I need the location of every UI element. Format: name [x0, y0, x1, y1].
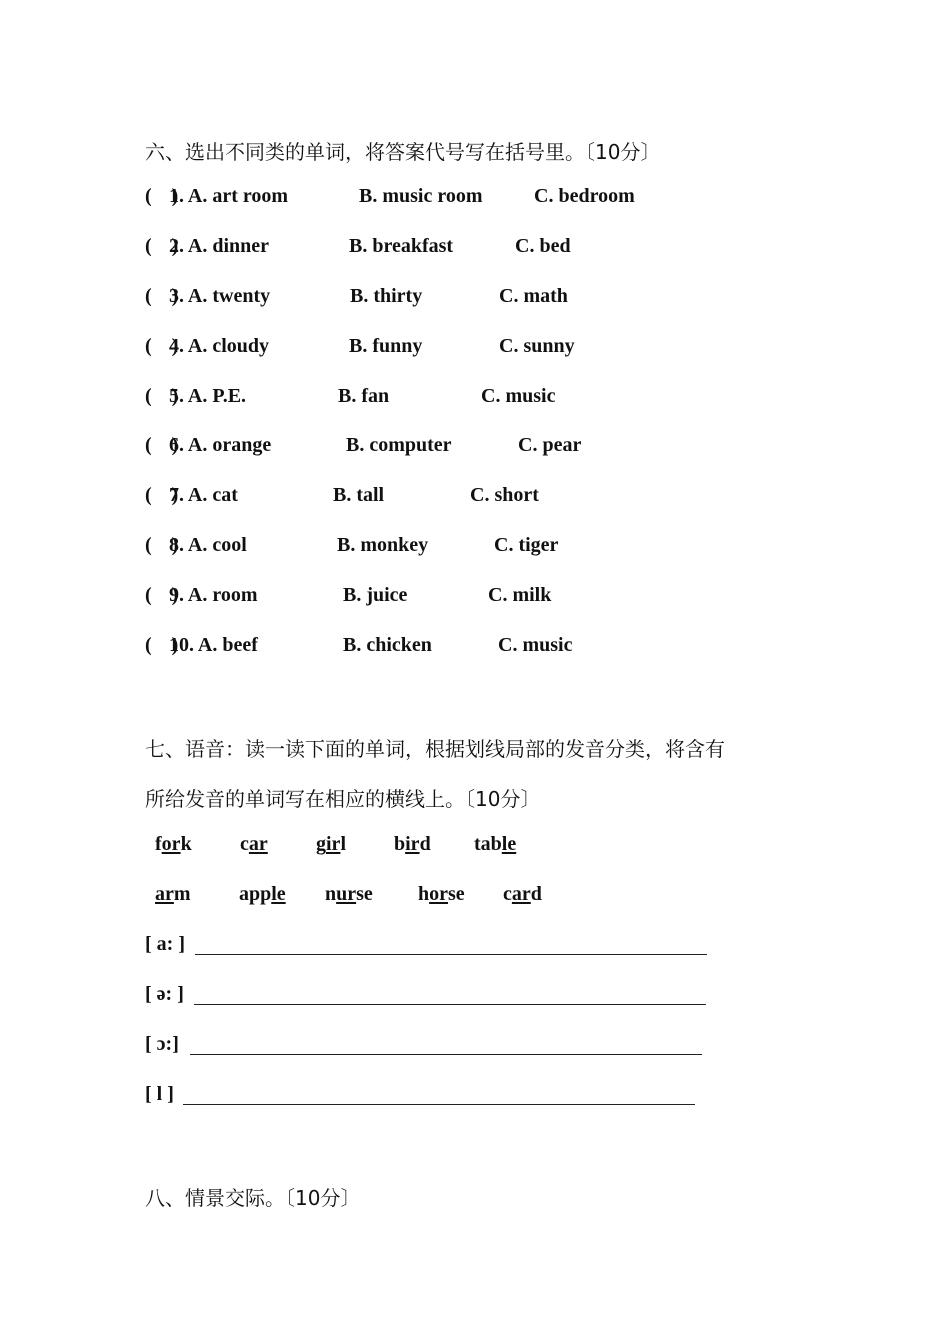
section7-title-line2: 所给发音的单词写在相应的横线上。〔10分〕 [145, 787, 541, 811]
word-prefix: app [239, 883, 272, 905]
option-a: 3. A. twenty [169, 285, 271, 307]
underlined-sound: or [161, 833, 181, 855]
phonetic-label: [ ə: ] [145, 983, 184, 1005]
option-b: B. computer [346, 434, 452, 456]
phonics-word [418, 883, 465, 906]
underlined-sound: ir [405, 833, 420, 855]
answer-line[interactable] [190, 1054, 702, 1055]
word-prefix: h [418, 883, 430, 905]
word-prefix: tab [474, 833, 502, 855]
option-c: C. short [470, 484, 539, 506]
option-c: C. math [499, 285, 568, 307]
section7-title-line1: 七、语音：读一读下面的单词，根据划线局部的发音分类，将含有 [145, 737, 725, 761]
word-suffix: se [356, 883, 373, 905]
option-a: 1. A. art room [169, 185, 289, 207]
option-c: C. sunny [499, 335, 575, 357]
phonics-word [316, 833, 346, 856]
underlined-sound: ur [336, 883, 357, 905]
answer-bracket[interactable]: ( ) [145, 235, 179, 257]
underlined-sound: le [271, 883, 286, 905]
option-c: C. bedroom [534, 185, 635, 207]
option-b: B. juice [343, 584, 408, 606]
answer-bracket[interactable]: ( ) [145, 584, 179, 606]
answer-bracket[interactable]: ( ) [145, 385, 179, 407]
option-b: B. thirty [350, 285, 423, 307]
option-a: 8. A. cool [169, 534, 247, 556]
option-b: B. fan [338, 385, 390, 407]
option-b: B. chicken [343, 634, 432, 656]
option-c: C. milk [488, 584, 552, 606]
underlined-sound: ar [248, 833, 268, 855]
option-c: C. pear [518, 434, 582, 456]
word-suffix: l [340, 833, 346, 855]
question-row [145, 235, 845, 265]
question-row [145, 584, 845, 614]
answer-bracket[interactable]: ( ) [145, 185, 179, 207]
answer-bracket[interactable]: ( ) [145, 434, 179, 456]
answer-line[interactable] [195, 954, 707, 955]
phonics-word [240, 833, 268, 856]
phonetic-label: [ l ] [145, 1083, 174, 1105]
option-c: C. music [498, 634, 573, 656]
underlined-sound: le [501, 833, 517, 855]
option-b: B. funny [349, 335, 423, 357]
word-prefix: c [503, 883, 512, 905]
underlined-sound: ar [511, 883, 531, 905]
option-a: 4. A. cloudy [169, 335, 270, 357]
option-a: 10. A. beef [169, 634, 258, 656]
option-a: 2. A. dinner [169, 235, 270, 257]
option-b: B. music room [359, 185, 483, 207]
word-suffix: m [173, 883, 191, 905]
answer-bracket[interactable]: ( ) [145, 534, 179, 556]
option-a: 5. A. P.E. [169, 385, 247, 407]
question-row [145, 185, 845, 215]
section8-title: 八、情景交际。〔10分〕 [145, 1186, 361, 1210]
question-row [145, 484, 845, 514]
question-row [145, 335, 845, 365]
answer-line[interactable] [183, 1104, 695, 1105]
question-row [145, 285, 845, 315]
word-prefix: c [240, 833, 249, 855]
word-prefix: f [155, 833, 162, 855]
question-row [145, 634, 845, 664]
underlined-sound: ir [326, 833, 341, 855]
question-row [145, 385, 845, 415]
word-prefix: b [394, 833, 406, 855]
word-suffix: d [530, 883, 542, 905]
phonics-word [239, 883, 286, 906]
phonetic-label: [ ɔ:] [145, 1033, 179, 1055]
option-a: 7. A. cat [169, 484, 238, 506]
phonics-word [503, 883, 542, 906]
word-prefix: g [316, 833, 326, 855]
option-a: 9. A. room [169, 584, 258, 606]
phonics-word [474, 833, 516, 856]
underlined-sound: ar [155, 883, 174, 905]
word-prefix: n [325, 883, 337, 905]
question-row [145, 434, 845, 464]
answer-line[interactable] [194, 1004, 706, 1005]
answer-bracket[interactable]: ( ) [145, 634, 179, 656]
question-row [145, 534, 845, 564]
option-b: B. monkey [337, 534, 429, 556]
underlined-sound: or [429, 883, 449, 905]
phonics-word [155, 883, 191, 906]
option-b: B. tall [333, 484, 385, 506]
word-suffix: k [180, 833, 192, 855]
option-c: C. tiger [494, 534, 559, 556]
answer-bracket[interactable]: ( ) [145, 285, 179, 307]
word-suffix: d [419, 833, 431, 855]
option-c: C. music [481, 385, 556, 407]
phonetic-label: [ a: ] [145, 933, 185, 955]
option-a: 6. A. orange [169, 434, 272, 456]
phonics-word [155, 833, 192, 856]
section6-title: 六、选出不同类的单词，将答案代号写在括号里。〔10分〕 [145, 140, 661, 164]
answer-bracket[interactable]: ( ) [145, 484, 179, 506]
option-c: C. bed [515, 235, 571, 257]
phonics-word [394, 833, 431, 856]
option-b: B. breakfast [349, 235, 454, 257]
answer-bracket[interactable]: ( ) [145, 335, 179, 357]
phonics-word [325, 883, 373, 906]
word-suffix: se [448, 883, 465, 905]
